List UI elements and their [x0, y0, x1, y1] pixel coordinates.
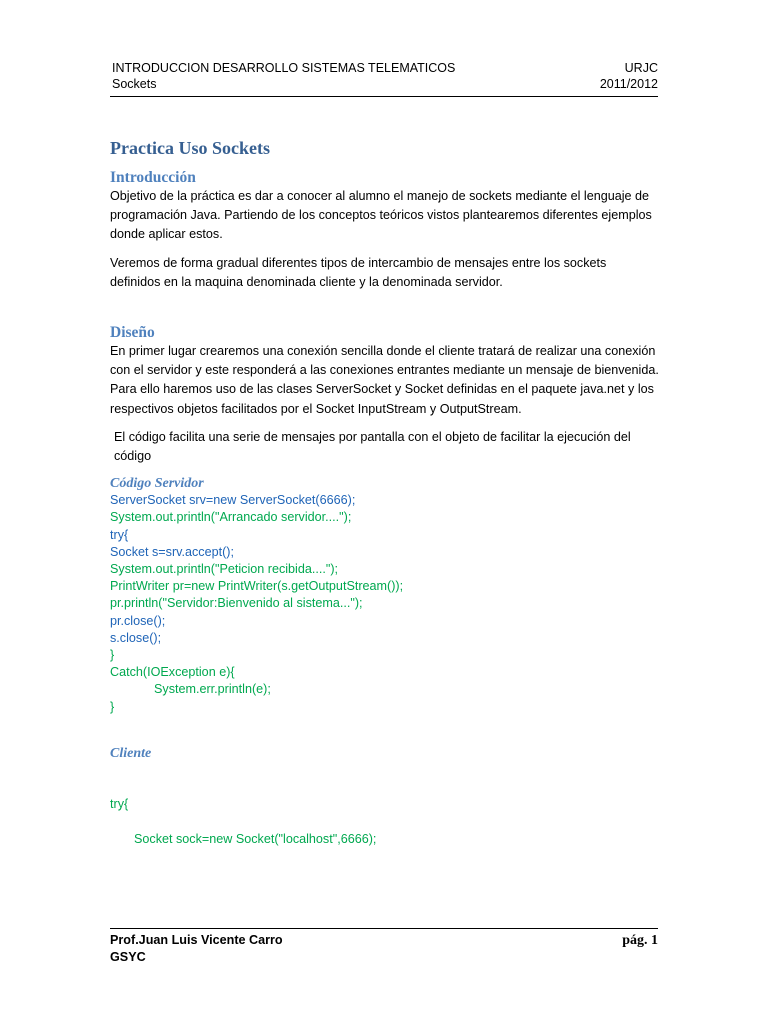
document-title: Practica Uso Sockets [110, 138, 270, 158]
intro-paragraph: Veremos de forma gradual diferentes tipos de intercambio de mensajes entre los sockets definidos en la maquina denominada cliente y la denominada servidor. [110, 255, 607, 289]
header-divider [110, 96, 658, 97]
design-paragraph: El código facilita una serie de mensajes por pantalla con el objeto de facilitar la ejecución del código [114, 429, 631, 464]
section-heading-intro: Introducción [110, 169, 196, 186]
code-line: System.err.println(e); [154, 682, 271, 697]
code-line: System.out.println("Peticion recibida...."); [110, 562, 339, 577]
code-line: try{ [110, 796, 129, 811]
code-line: } [110, 648, 115, 663]
header-subject: Sockets [112, 77, 157, 91]
code-line: pr.println("Servidor:Bienvenido al sistema..."); [110, 596, 363, 611]
code-line: pr.close(); [110, 613, 166, 628]
server-code-block [110, 492, 660, 716]
code-line: Catch(IOException e){ [110, 665, 235, 680]
footer-author: Prof.Juan Luis Vicente Carro [110, 933, 283, 947]
footer-divider [110, 928, 658, 929]
page-header [112, 60, 658, 92]
section-heading-design: Diseño [110, 324, 155, 342]
code-line: PrintWriter pr=new PrintWriter(s.getOutputStream()); [110, 579, 404, 594]
code-line: System.out.println("Arrancado servidor...."); [110, 510, 352, 525]
client-code-title: Cliente [110, 745, 152, 761]
code-line: try{ [110, 527, 129, 542]
code-line: ServerSocket srv=new ServerSocket(6666); [110, 493, 356, 508]
design-paragraph: En primer lugar crearemos una conexión sencilla donde el cliente tratará de realizar una conexión con el servidor y este responderá a las conexiones entrantes mediante un mensaje de bienvenida. Para ello haremos uso de las clases ServerSocket y Socket definidas en el paquete java.net y los respectivos objetos facilitados por el Socket InputStream y OutputStream. [110, 344, 659, 416]
client-code-block [110, 796, 660, 848]
intro-paragraph: Objetivo de la práctica es dar a conocer al alumno el manejo de sockets mediante el lenguaje de programación Java. Partiendo de los conceptos teóricos vistos plantearemos diferentes ejemplos donde aplicar estos. [110, 189, 652, 242]
header-year: 2011/2012 [599, 77, 658, 91]
code-line: s.close(); [110, 630, 162, 645]
code-line: Socket sock=new Socket("localhost",6666); [134, 832, 377, 847]
code-line: } [110, 699, 115, 714]
header-university: URJC [624, 61, 658, 75]
header-course: INTRODUCCION DESARROLLO SISTEMAS TELEMATICOS [112, 61, 456, 75]
page-footer [110, 932, 658, 966]
document-body [110, 138, 660, 848]
footer-group: GSYC [110, 950, 146, 964]
code-line: Socket s=srv.accept(); [110, 544, 234, 559]
page-number: pág. 1 [622, 933, 658, 948]
server-code-title: Código Servidor [110, 476, 204, 492]
